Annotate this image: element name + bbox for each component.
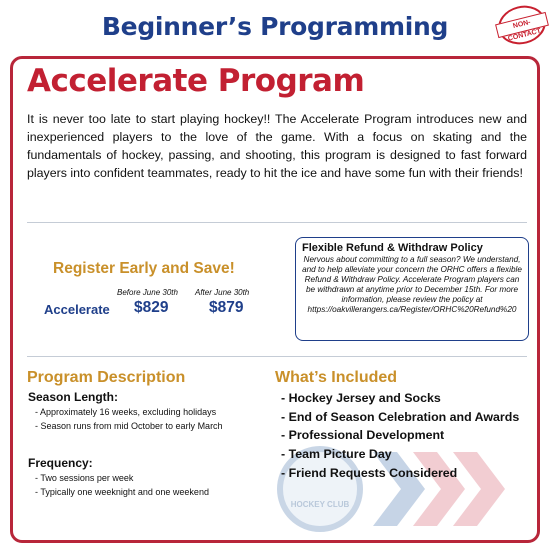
included-item: - Friend Requests Considered bbox=[281, 466, 458, 480]
season-item: - Approximately 16 weeks, excluding holidays bbox=[35, 407, 217, 417]
included-item: - Team Picture Day bbox=[281, 447, 392, 461]
divider-bottom bbox=[27, 356, 527, 357]
watermark-text: HOCKEY CLUB bbox=[290, 500, 350, 509]
included-title: What’s Included bbox=[275, 369, 398, 386]
season-length-label: Season Length: bbox=[28, 390, 119, 404]
non-contact-stamp bbox=[494, 1, 550, 49]
frequency-label: Frequency: bbox=[28, 456, 93, 470]
refund-policy-box bbox=[295, 237, 529, 341]
frequency-item: - Typically one weeknight and one weekend bbox=[35, 487, 209, 497]
after-header: After June 30th bbox=[195, 288, 250, 297]
included-item: - Professional Development bbox=[281, 428, 445, 442]
chevron-arrows-icon bbox=[373, 452, 507, 526]
program-title: Accelerate Program bbox=[27, 63, 365, 99]
frequency-item: - Two sessions per week bbox=[35, 473, 134, 483]
before-price: $829 bbox=[134, 299, 169, 316]
early-save-heading: Register Early and Save! bbox=[53, 260, 235, 277]
refund-body: Nervous about committing to a full season? We understand, and to help alleviate your concern the ORHC offers a flexible Refund & Withdraw Policy. Accelerate Program players can be withdrawn at anytime prior to December 15th. For more information, please review the policy at https://oakvillerangers.ca/Register/ORHC%20Refund%20 bbox=[302, 255, 522, 314]
page-title: Beginner’s Programming bbox=[101, 12, 449, 41]
after-price: $879 bbox=[209, 299, 244, 316]
stamp-text: NON-CONTACT bbox=[495, 12, 549, 38]
program-card bbox=[10, 56, 540, 543]
refund-title: Flexible Refund & Withdraw Policy bbox=[302, 242, 483, 254]
before-header: Before June 30th bbox=[117, 288, 178, 297]
included-item: - Hockey Jersey and Socks bbox=[281, 391, 441, 405]
included-item: - End of Season Celebration and Awards bbox=[281, 410, 520, 424]
program-intro: It is never too late to start playing hockey!! The Accelerate Program introduces new and inexperienced players to the love of the game. With a focus on skating and the fundamentals of hockey, passing, and shooting, this program is designed to fast forward players into confident teammates, ready to hit the ice and have some fun with their friends! bbox=[27, 112, 527, 180]
season-item: - Season runs from mid October to early March bbox=[35, 421, 223, 431]
accelerate-label: Accelerate bbox=[44, 302, 110, 317]
description-title: Program Description bbox=[27, 369, 186, 386]
divider-top bbox=[27, 222, 527, 223]
